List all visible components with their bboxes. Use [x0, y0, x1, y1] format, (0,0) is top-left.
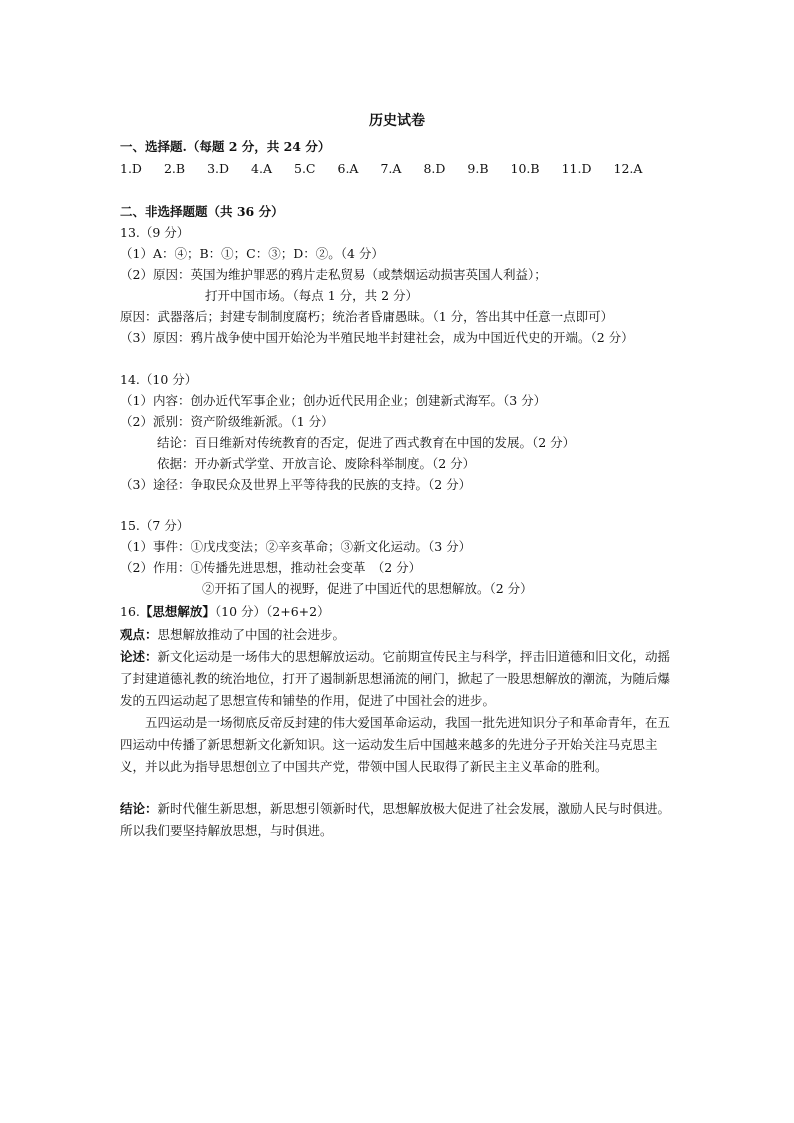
choice-answers — [120, 160, 664, 178]
answer-item: 10.B — [510, 161, 540, 176]
answer-line: 依据：开办新式学堂、开放言论、废除科举制度。（2 分） — [157, 456, 476, 471]
answer-item: 6.A — [337, 161, 359, 176]
answer-item: 12.A — [613, 161, 643, 176]
answer-line: （2）派别：资产阶级维新派。（1 分） — [120, 414, 334, 429]
answer-item: 1.D — [120, 161, 142, 176]
answer-line: （2）原因：英国为维护罪恶的鸦片走私贸易（或禁烟运动损害英国人利益）； — [120, 267, 547, 282]
section-heading: 一、选择题.（每题 2 分，共 24 分） — [120, 139, 331, 154]
question-heading: 16.【思想解放】（10 分）（2+6+2） — [120, 604, 330, 619]
answer-line: 打开中国市场。（每点 1 分，共 2 分） — [205, 288, 419, 303]
answer-line: 原因：武器落后；封建专制制度腐朽；统治者昏庸愚昧。（1 分，答出其中任意一点即可） — [120, 309, 614, 324]
answer-line: 结论：百日维新对传统教育的否定，促进了西式教育在中国的发展。（2 分） — [157, 435, 576, 450]
viewpoint-line: 观点：思想解放推动了中国的社会进步。 — [120, 627, 346, 642]
answer-line: （2）作用：①传播先进思想，推动社会变革 （2 分） — [120, 560, 422, 575]
answer-item: 9.B — [467, 161, 489, 176]
answer-line: （1）A：④；B：①；C：③；D：②。（4 分） — [120, 246, 384, 261]
answer-line: （1）事件：①戊戌变法；②辛亥革命；③新文化运动。（3 分） — [120, 539, 472, 554]
argument-paragraph: 五四运动是一场彻底反帝反封建的伟大爱国革命运动，我国一批先进知识分子和革命青年，在五四运动中传播了新思想新文化新知识。这一运动发生后中国越来越多的先进分子开始关注马克思主义，并以此为指导思想创立了中国共产党，带领中国人民取得了新民主主义革命的胜利。 — [120, 715, 671, 774]
question-heading: 13.（9 分） — [120, 225, 190, 240]
answer-item: 7.A — [380, 161, 402, 176]
answer-line: （3）途径：争取民众及世界上平等待我的民族的支持。（2 分） — [120, 477, 472, 492]
conclusion-paragraph: 结论：新时代催生新思想，新思想引领新时代，思想解放极大促进了社会发展，激励人民与时俱进。所以我们要坚持解放思想，与时俱进。 — [120, 801, 671, 838]
question-heading: 15.（7 分） — [120, 518, 190, 533]
answer-line: （1）内容：创办近代军事企业；创办近代民用企业；创建新式海军。（3 分） — [120, 393, 547, 408]
section-heading: 二、非选择题题（共 36 分） — [120, 204, 284, 219]
answer-line: （3）原因：鸦片战争使中国开始沦为半殖民地半封建社会，成为中国近代史的开端。（2 分） — [120, 330, 634, 345]
answer-item: 11.D — [561, 161, 592, 176]
answer-item: 2.B — [163, 161, 186, 176]
page-title: 历史试卷 — [369, 113, 425, 129]
answer-item: 3.D — [207, 161, 230, 176]
answer-item: 5.C — [294, 161, 316, 176]
answer-item: 4.A — [251, 161, 272, 176]
answer-line: ②开拓了国人的视野，促进了中国近代的思想解放。（2 分） — [202, 581, 533, 596]
argument-paragraph: 论述：新文化运动是一场伟大的思想解放运动。它前期宣传民主与科学，抨击旧道德和旧文化，动摇了封建道德礼教的统治地位，打开了遏制新思想涌流的闸门，掀起了一股思想解放的潮流，为随后爆发的五四运动起了思想宣传和铺垫的作用，促进了中国社会的进步。 — [120, 649, 671, 708]
answer-item: 8.D — [423, 161, 446, 176]
question-heading: 14.（10 分） — [120, 372, 198, 387]
